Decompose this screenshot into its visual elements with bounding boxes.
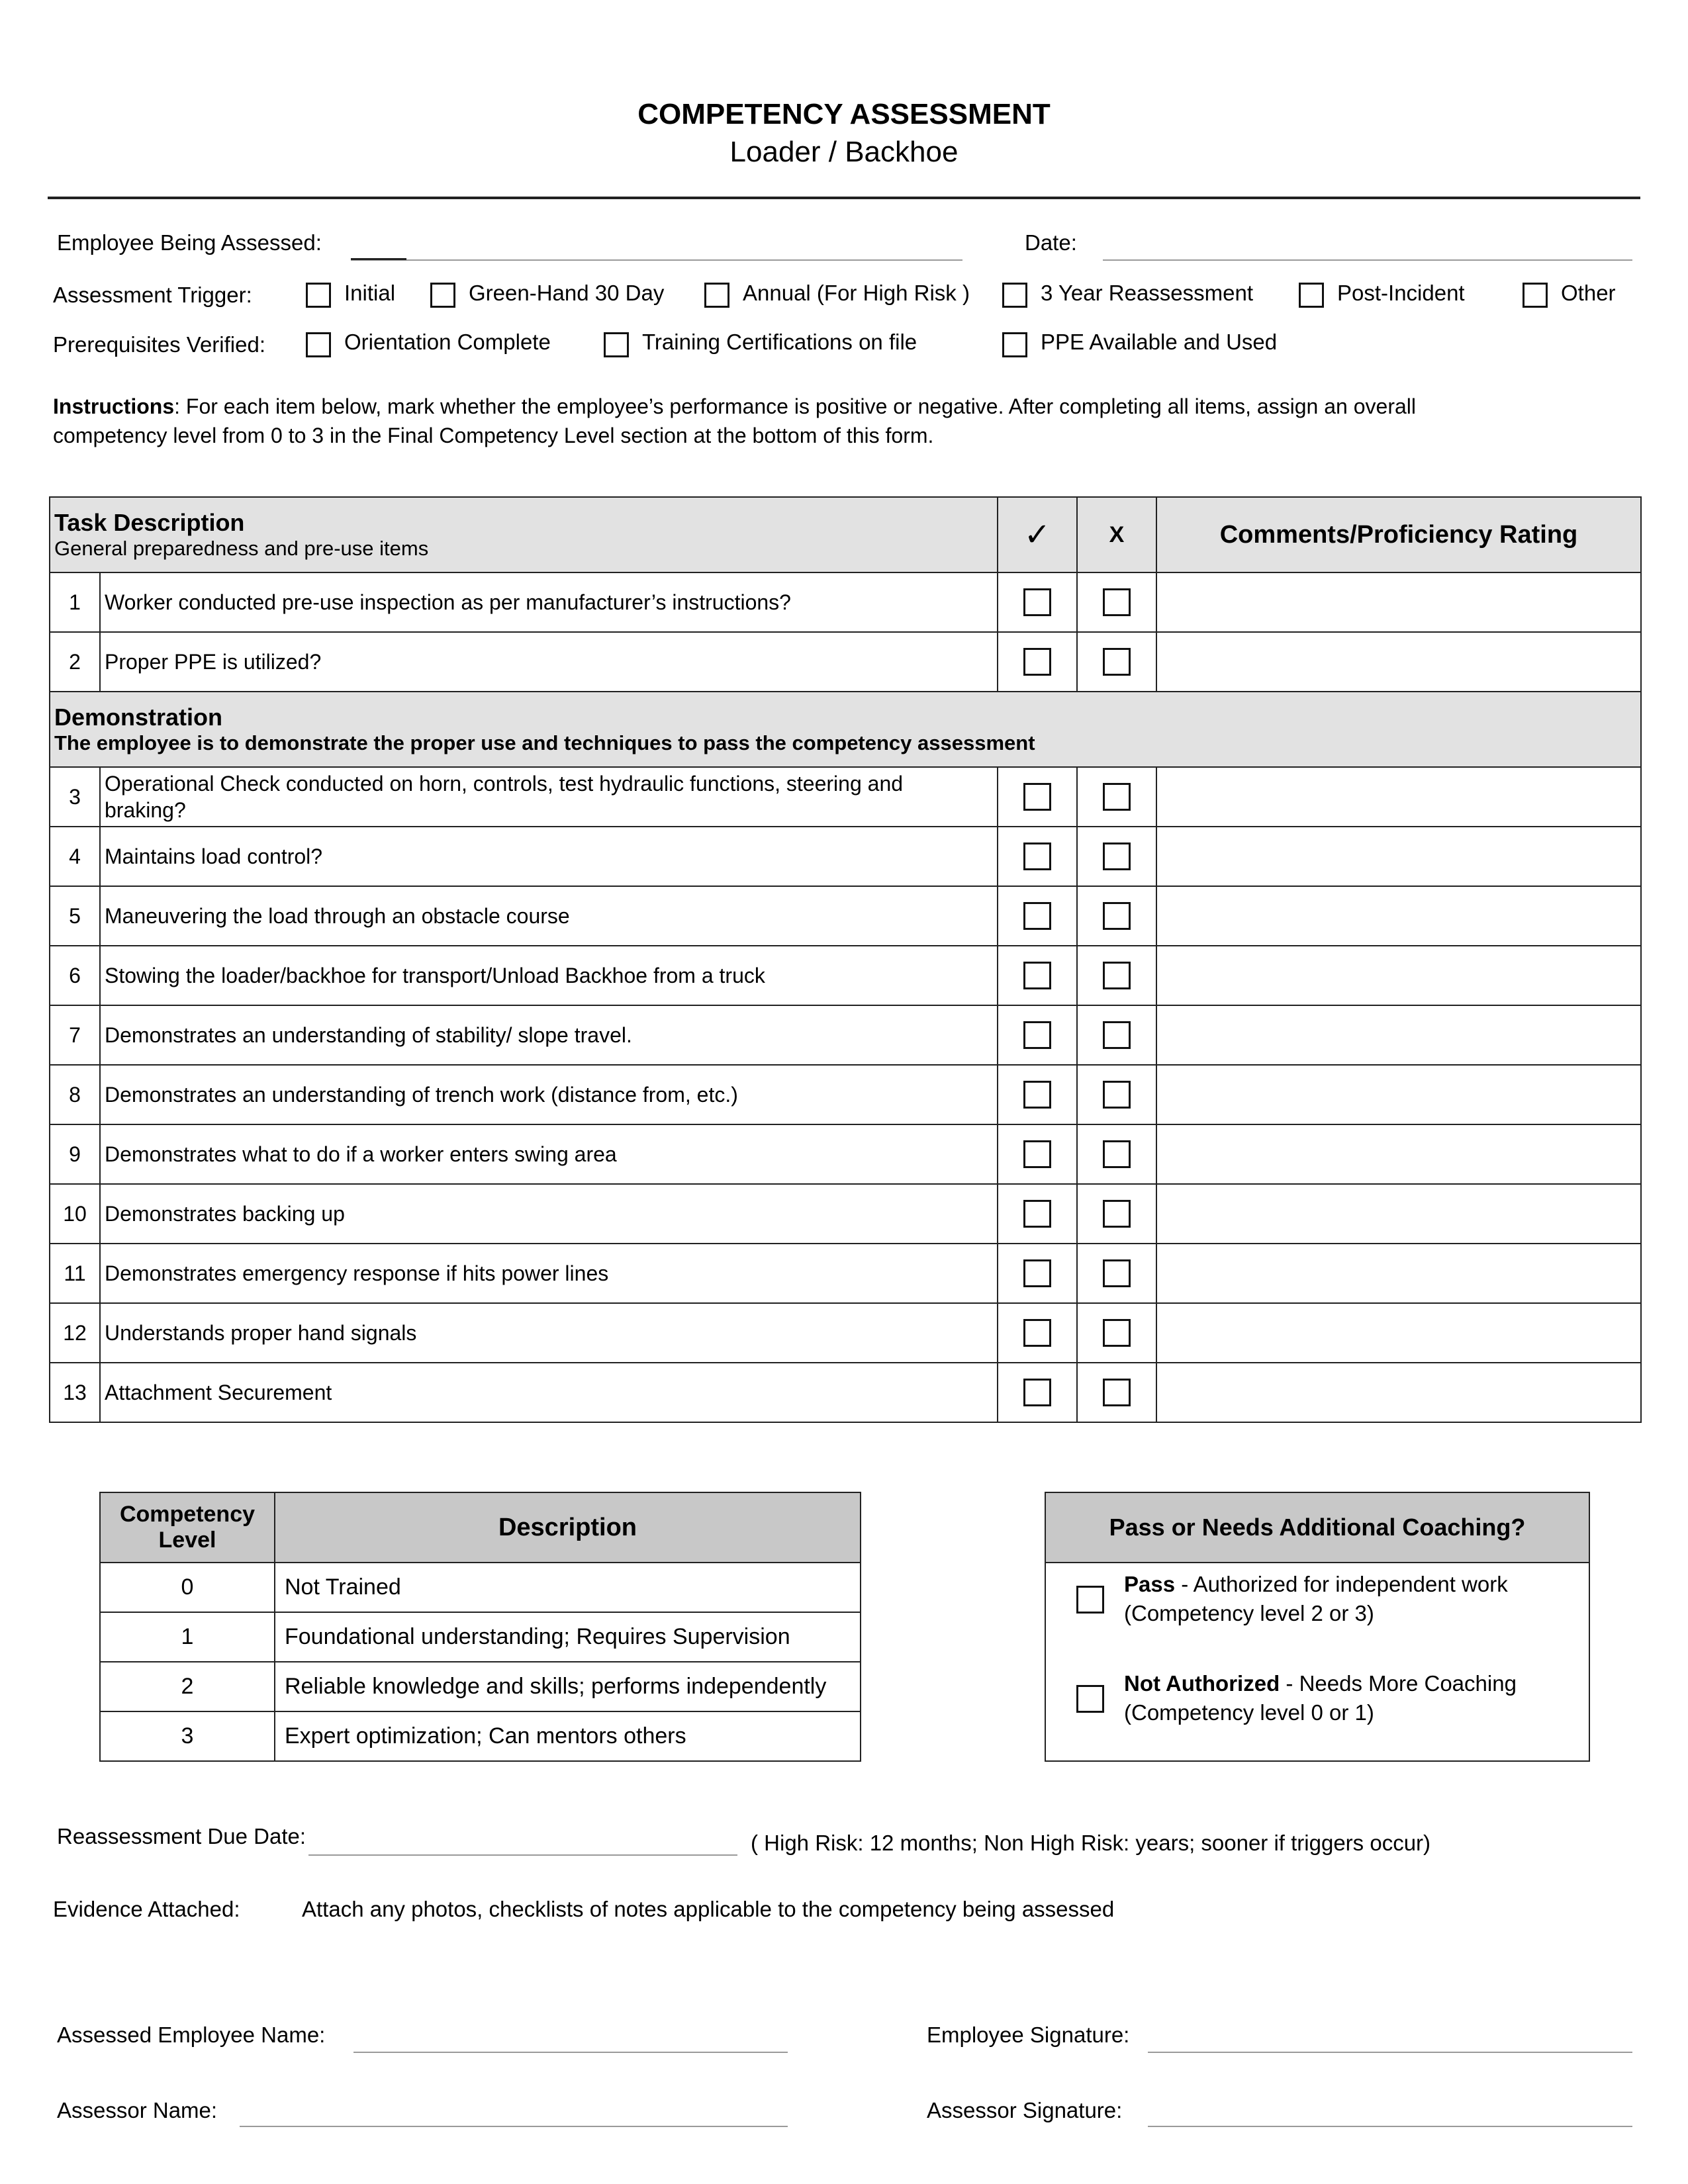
row-pass-checkbox[interactable] (1023, 588, 1051, 616)
table-row (100, 1662, 861, 1711)
table-row (50, 827, 1641, 886)
row-number: 7 (50, 1005, 100, 1065)
row-number: 8 (50, 1065, 100, 1124)
competency-level: 1 (100, 1612, 275, 1662)
row-pass-cell (998, 1363, 1077, 1422)
row-pass-checkbox[interactable] (1023, 902, 1051, 930)
row-number: 5 (50, 886, 100, 946)
row-task-text: Maneuvering the load through an obstacle course (100, 886, 998, 946)
prereq-orientation-checkbox[interactable] (306, 332, 331, 357)
reassessment-label: Reassessment Due Date: (57, 1824, 306, 1848)
page-title: COMPETENCY ASSESSMENT (637, 98, 1051, 130)
instructions-lead: Instructions (53, 394, 175, 418)
table-row (100, 1711, 861, 1761)
row-pass-checkbox[interactable] (1023, 648, 1051, 676)
row-fail-checkbox[interactable] (1103, 962, 1131, 989)
employee-signature-label: Employee Signature: (927, 2023, 1130, 2047)
prereq-ppe-checkbox[interactable] (1002, 332, 1027, 357)
instructions (53, 392, 1416, 450)
row-fail-cell (1077, 632, 1156, 692)
not-authorized-checkbox[interactable] (1076, 1685, 1104, 1713)
date-label: Date: (1025, 230, 1077, 255)
row-pass-checkbox[interactable] (1023, 842, 1051, 870)
row-fail-cell (1077, 1184, 1156, 1244)
row-number: 11 (50, 1244, 100, 1303)
trigger-annual-label: Annual (For High Risk ) (743, 281, 970, 305)
employee-field[interactable] (351, 259, 962, 261)
row-comments-field[interactable] (1156, 632, 1641, 692)
row-fail-checkbox[interactable] (1103, 1021, 1131, 1049)
not-authorized-option-title: Not Authorized (1124, 1671, 1280, 1696)
row-fail-cell (1077, 1303, 1156, 1363)
employee-field-mark (351, 258, 406, 260)
row-number: 3 (50, 767, 100, 827)
row-fail-checkbox[interactable] (1103, 783, 1131, 811)
competency-level-header (100, 1492, 275, 1563)
prereq-certifications-label: Training Certifications on file (642, 330, 917, 354)
row-fail-cell (1077, 1005, 1156, 1065)
row-pass-cell (998, 1005, 1077, 1065)
comments-header: Comments/Proficiency Rating (1156, 497, 1641, 572)
not-authorized-option (1124, 1669, 1517, 1727)
row-pass-checkbox[interactable] (1023, 1319, 1051, 1347)
trigger-green-hand-label: Green-Hand 30 Day (469, 281, 665, 305)
table-row (50, 886, 1641, 946)
row-task-text: Demonstrates an understanding of stability/ slope travel. (100, 1005, 998, 1065)
row-fail-checkbox[interactable] (1103, 1200, 1131, 1228)
row-fail-checkbox[interactable] (1103, 588, 1131, 616)
row-pass-cell (998, 767, 1077, 827)
row-task-text: Proper PPE is utilized? (100, 632, 998, 692)
trigger-3yr-label: 3 Year Reassessment (1041, 281, 1254, 305)
row-fail-checkbox[interactable] (1103, 1319, 1131, 1347)
trigger-initial-label: Initial (344, 281, 396, 305)
row-number: 6 (50, 946, 100, 1005)
task-description-subtitle: General preparedness and pre-use items (54, 537, 429, 560)
row-pass-cell (998, 572, 1077, 632)
row-fail-checkbox[interactable] (1103, 842, 1131, 870)
row-fail-checkbox[interactable] (1103, 902, 1131, 930)
row-fail-checkbox[interactable] (1103, 648, 1131, 676)
task-description-title: Task Description (54, 509, 245, 536)
row-pass-cell (998, 1065, 1077, 1124)
row-pass-checkbox[interactable] (1023, 1140, 1051, 1168)
row-task-text: Worker conducted pre-use inspection as per manufacturer’s instructions? (100, 572, 998, 632)
row-comments-field[interactable] (1156, 946, 1641, 1005)
pass-decision-title: Pass or Needs Additional Coaching? (1046, 1493, 1589, 1563)
employee-signature-field[interactable] (1148, 2052, 1632, 2053)
pass-decision-box (1045, 1492, 1590, 1762)
pass-checkbox[interactable] (1076, 1586, 1104, 1614)
row-pass-checkbox[interactable] (1023, 1259, 1051, 1287)
row-fail-checkbox[interactable] (1103, 1379, 1131, 1406)
row-fail-checkbox[interactable] (1103, 1081, 1131, 1109)
row-task-text: Demonstrates emergency response if hits power lines (100, 1244, 998, 1303)
trigger-initial-checkbox[interactable] (306, 283, 331, 308)
trigger-other-label: Other (1561, 281, 1616, 305)
competency-level: 2 (100, 1662, 275, 1711)
competency-description: Foundational understanding; Requires Supervision (275, 1612, 861, 1662)
not-authorized-option-text-2: (Competency level 0 or 1) (1124, 1700, 1374, 1725)
competency-level-header-line-1: Competency (119, 1502, 256, 1527)
table-row (50, 572, 1641, 632)
row-number: 2 (50, 632, 100, 692)
row-fail-cell (1077, 1124, 1156, 1184)
table-row (50, 1303, 1641, 1363)
trigger-label: Assessment Trigger: (53, 283, 252, 307)
row-pass-cell (998, 886, 1077, 946)
evidence-label: Evidence Attached: (53, 1897, 240, 1921)
row-pass-checkbox[interactable] (1023, 1200, 1051, 1228)
row-fail-cell (1077, 1065, 1156, 1124)
row-task-text: Attachment Securement (100, 1363, 998, 1422)
row-pass-checkbox[interactable] (1023, 1379, 1051, 1406)
demonstration-subtitle: The employee is to demonstrate the proper use and techniques to pass the competency assessment (54, 731, 1035, 754)
row-number: 13 (50, 1363, 100, 1422)
row-pass-cell (998, 827, 1077, 886)
prereq-label: Prerequisites Verified: (53, 332, 265, 357)
competency-level: 3 (100, 1711, 275, 1761)
row-number: 9 (50, 1124, 100, 1184)
row-comments-field[interactable] (1156, 1005, 1641, 1065)
pass-option-text: - Authorized for independent work (1175, 1572, 1508, 1596)
row-task-text: Understands proper hand signals (100, 1303, 998, 1363)
trigger-3yr-checkbox[interactable] (1002, 283, 1027, 308)
table-row (50, 1244, 1641, 1303)
row-pass-checkbox[interactable] (1023, 1021, 1051, 1049)
row-comments-field[interactable] (1156, 827, 1641, 886)
row-pass-cell (998, 632, 1077, 692)
row-fail-cell (1077, 767, 1156, 827)
assessor-name-field[interactable] (240, 2126, 788, 2127)
trigger-other-checkbox[interactable] (1523, 283, 1548, 308)
row-pass-cell (998, 946, 1077, 1005)
row-fail-cell (1077, 1244, 1156, 1303)
table-row (50, 1005, 1641, 1065)
employee-name-field[interactable] (353, 2052, 788, 2053)
row-fail-checkbox[interactable] (1103, 1259, 1131, 1287)
row-comments-field[interactable] (1156, 1303, 1641, 1363)
competency-description: Not Trained (275, 1563, 861, 1612)
row-pass-checkbox[interactable] (1023, 783, 1051, 811)
task-table (49, 496, 1642, 1423)
assessor-signature-field[interactable] (1148, 2126, 1632, 2127)
table-row (50, 632, 1641, 692)
table-row (50, 767, 1641, 827)
table-row (50, 1124, 1641, 1184)
row-pass-checkbox[interactable] (1023, 1081, 1051, 1109)
row-fail-checkbox[interactable] (1103, 1140, 1131, 1168)
header-divider (48, 197, 1640, 199)
demonstration-section-header (50, 692, 1641, 767)
row-fail-cell (1077, 827, 1156, 886)
row-task-text: Maintains load control? (100, 827, 998, 886)
reassessment-note: ( High Risk: 12 months; Non High Risk: years; sooner if triggers occur) (751, 1831, 1431, 1855)
page-subtitle: Loader / Backhoe (729, 136, 959, 168)
trigger-green-hand-checkbox[interactable] (430, 283, 455, 308)
row-comments-field[interactable] (1156, 767, 1641, 827)
row-fail-cell (1077, 572, 1156, 632)
table-row (50, 946, 1641, 1005)
row-pass-cell (998, 1124, 1077, 1184)
trigger-annual-checkbox[interactable] (704, 283, 729, 308)
prereq-orientation-label: Orientation Complete (344, 330, 551, 354)
row-comments-field[interactable] (1156, 1124, 1641, 1184)
row-comments-field[interactable] (1156, 1244, 1641, 1303)
row-task-text (100, 767, 998, 827)
task-description-header (50, 497, 998, 572)
instructions-text-1: : For each item below, mark whether the employee’s performance is positive or negative. After completing all items, assign an overall (174, 394, 1416, 418)
row-task-text-line-2: braking? (105, 798, 186, 822)
date-field[interactable] (1103, 259, 1632, 261)
row-comments-field[interactable] (1156, 1184, 1641, 1244)
x-header: X (1077, 497, 1156, 572)
row-pass-cell (998, 1303, 1077, 1363)
row-task-text: Demonstrates backing up (100, 1184, 998, 1244)
prereq-certifications-checkbox[interactable] (604, 332, 629, 357)
row-task-text-line-1: Operational Check conducted on horn, controls, test hydraulic functions, steering and (105, 772, 904, 796)
table-row (50, 1363, 1641, 1422)
row-comments-field[interactable] (1156, 1363, 1641, 1422)
row-task-text: Stowing the loader/backhoe for transport/Unload Backhoe from a truck (100, 946, 998, 1005)
assessor-signature-label: Assessor Signature: (927, 2098, 1123, 2122)
competency-description: Reliable knowledge and skills; performs independently (275, 1662, 861, 1711)
row-task-text: Demonstrates what to do if a worker enters swing area (100, 1124, 998, 1184)
table-row (50, 1065, 1641, 1124)
trigger-post-incident-checkbox[interactable] (1299, 283, 1324, 308)
row-number: 10 (50, 1184, 100, 1244)
competency-description-header: Description (275, 1492, 861, 1563)
table-row (100, 1612, 861, 1662)
row-pass-cell (998, 1184, 1077, 1244)
row-pass-cell (998, 1244, 1077, 1303)
table-row (100, 1563, 861, 1612)
reassessment-date-field[interactable] (308, 1854, 737, 1856)
task-table-header (50, 497, 1641, 572)
competency-description: Expert optimization; Can mentors others (275, 1711, 861, 1761)
row-number: 4 (50, 827, 100, 886)
pass-option-title: Pass (1124, 1572, 1176, 1596)
competency-level-header-line-2: Level (158, 1527, 216, 1553)
employee-name-label: Assessed Employee Name: (57, 2023, 326, 2047)
row-comments-field[interactable] (1156, 886, 1641, 946)
instructions-text-2: competency level from 0 to 3 in the Final Competency Level section at the bottom of this form. (53, 424, 934, 447)
not-authorized-option-text: - Needs More Coaching (1280, 1671, 1517, 1696)
demonstration-title: Demonstration (54, 704, 223, 731)
prereq-ppe-label: PPE Available and Used (1041, 330, 1278, 354)
competency-level: 0 (100, 1563, 275, 1612)
trigger-post-incident-label: Post-Incident (1337, 281, 1465, 305)
competency-table (99, 1492, 861, 1762)
row-number: 1 (50, 572, 100, 632)
row-fail-cell (1077, 946, 1156, 1005)
row-pass-checkbox[interactable] (1023, 962, 1051, 989)
row-fail-cell (1077, 886, 1156, 946)
row-comments-field[interactable] (1156, 572, 1641, 632)
checkmark-header: ✓ (998, 497, 1077, 572)
row-comments-field[interactable] (1156, 1065, 1641, 1124)
employee-label: Employee Being Assessed: (57, 230, 322, 255)
competency-table-header (100, 1492, 861, 1563)
table-row (50, 1184, 1641, 1244)
row-fail-cell (1077, 1363, 1156, 1422)
pass-option-text-2: (Competency level 2 or 3) (1124, 1601, 1374, 1625)
evidence-text: Attach any photos, checklists of notes applicable to the competency being assessed (302, 1897, 1115, 1921)
demonstration-header-cell (50, 692, 1641, 767)
pass-option (1124, 1570, 1508, 1628)
row-number: 12 (50, 1303, 100, 1363)
assessor-name-label: Assessor Name: (57, 2098, 218, 2122)
row-task-text: Demonstrates an understanding of trench work (distance from, etc.) (100, 1065, 998, 1124)
